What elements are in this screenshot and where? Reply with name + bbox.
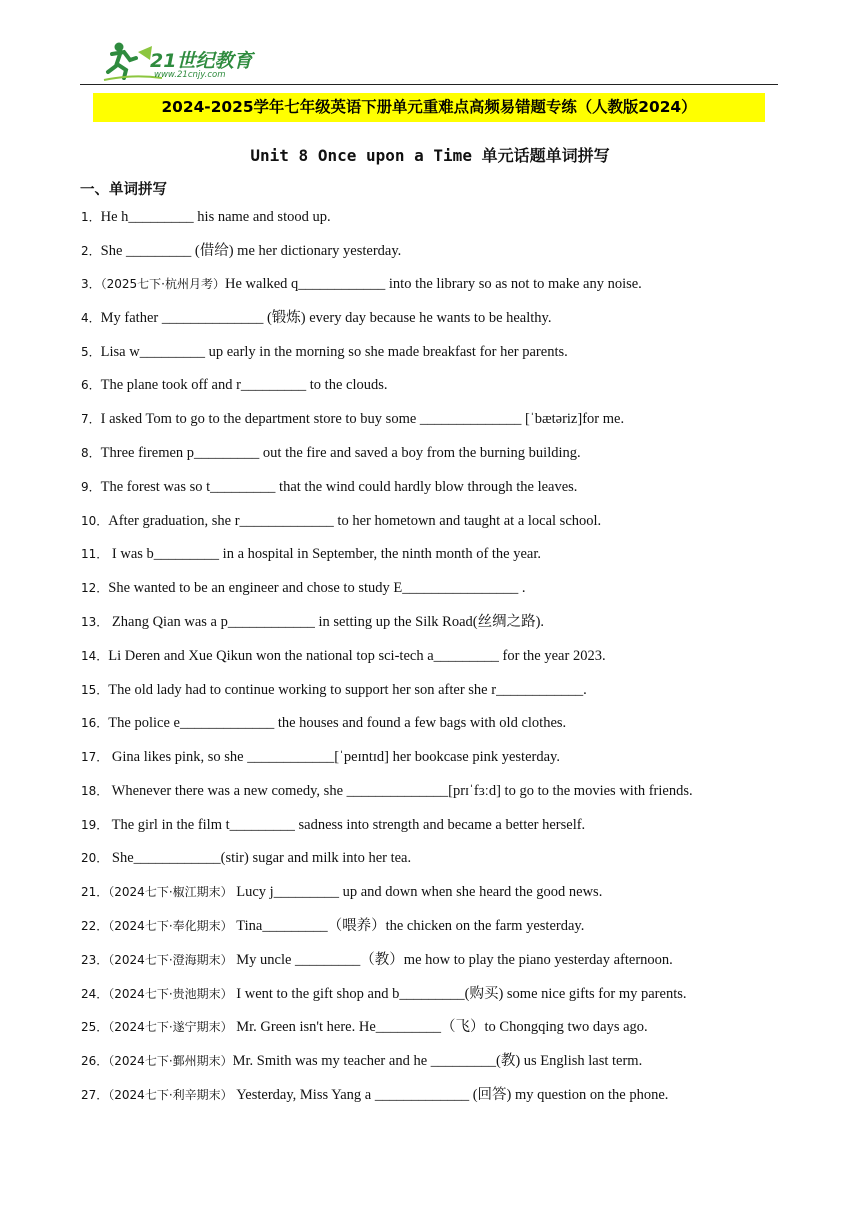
question-item: 23．（2024七下·澄海期末） My uncle _________（教）me how to play the piano yesterday afternoon. bbox=[81, 952, 673, 968]
unit-title: Unit 8 Once upon a Time 单元话题单词拼写 bbox=[250, 146, 610, 165]
question-item: 22．（2024七下·奉化期末） Tina_________（喂养）the chicken on the farm yesterday. bbox=[81, 918, 585, 934]
question-item: 26．（2024七下·鄞州期末）Mr. Smith was my teacher and he _________(教) us English last term. bbox=[81, 1053, 643, 1069]
question-item: 19． The girl in the film t_________ sadness into strength and became a better herself. bbox=[81, 817, 586, 833]
question-item: 9．The forest was so t_________ that the wind could hardly blow through the leaves. bbox=[81, 479, 578, 495]
question-item: 16．The police e_____________ the houses and found a few bags with old clothes. bbox=[81, 715, 567, 731]
question-item: 1．He h_________ his name and stood up. bbox=[81, 209, 331, 225]
question-item: 25．（2024七下·遂宁期末） Mr. Green isn't here. He_________（飞）to Chongqing two days ago. bbox=[81, 1019, 648, 1035]
question-item: 6．The plane took off and r_________ to the clouds. bbox=[81, 377, 388, 393]
question-item: 13． Zhang Qian was a p____________ in setting up the Silk Road(丝绸之路). bbox=[81, 614, 545, 630]
question-item: 18． Whenever there was a new comedy, she ______________[prɪˈfɜːd] to go to the movies with friends. bbox=[81, 783, 693, 799]
question-item: 15．The old lady had to continue working to support her son after she r____________. bbox=[81, 682, 587, 698]
question-item: 8．Three firemen p_________ out the fire and saved a boy from the burning building. bbox=[81, 445, 581, 461]
question-item: 10．After graduation, she r_____________ to her hometown and taught at a local school. bbox=[81, 513, 602, 529]
question-item: 2．She _________ (借给) me her dictionary yesterday. bbox=[81, 243, 402, 259]
question-item: 12．She wanted to be an engineer and chose to study E________________ . bbox=[81, 580, 526, 596]
question-item: 4．My father ______________ (锻炼) every day because he wants to be healthy. bbox=[81, 310, 552, 326]
question-item: 14．Li Deren and Xue Qikun won the national top sci-tech a_________ for the year 2023. bbox=[81, 648, 606, 664]
question-item: 21．（2024七下·椒江期末） Lucy j_________ up and down when she heard the good news. bbox=[81, 884, 603, 900]
header-divider bbox=[80, 84, 778, 85]
question-item: 20． She____________(stir) sugar and milk into her tea. bbox=[81, 850, 412, 866]
question-item: 5．Lisa w_________ up early in the morning so she made breakfast for her parents. bbox=[81, 344, 568, 360]
logo-text: 21世纪教育 bbox=[150, 50, 253, 72]
section-title: 一、单词拼写 bbox=[80, 182, 167, 198]
banner-title: 2024-2025学年七年级英语下册单元重难点高频易错题专练（人教版2024） bbox=[93, 93, 765, 122]
question-item: 3．（2025七下·杭州月考）He walked q____________ into the library so as not to make any noise. bbox=[81, 276, 642, 292]
question-item: 24．（2024七下·贵池期末） I went to the gift shop and b_________(购买) some nice gifts for my parents. bbox=[81, 986, 687, 1002]
logo bbox=[102, 40, 272, 84]
question-item: 11． I was b_________ in a hospital in September, the ninth month of the year. bbox=[81, 546, 542, 562]
question-item: 27．（2024七下·利辛期末） Yesterday, Miss Yang a _____________ (回答) my question on the phone. bbox=[81, 1087, 669, 1103]
logo-subtext: www.21cnjy.com bbox=[154, 70, 226, 80]
question-item: 7．I asked Tom to go to the department store to buy some ______________ [ˈbætəriz]for me. bbox=[81, 411, 625, 427]
question-item: 17． Gina likes pink, so she ____________[ˈpeɪntɪd] her bookcase pink yesterday. bbox=[81, 749, 560, 765]
